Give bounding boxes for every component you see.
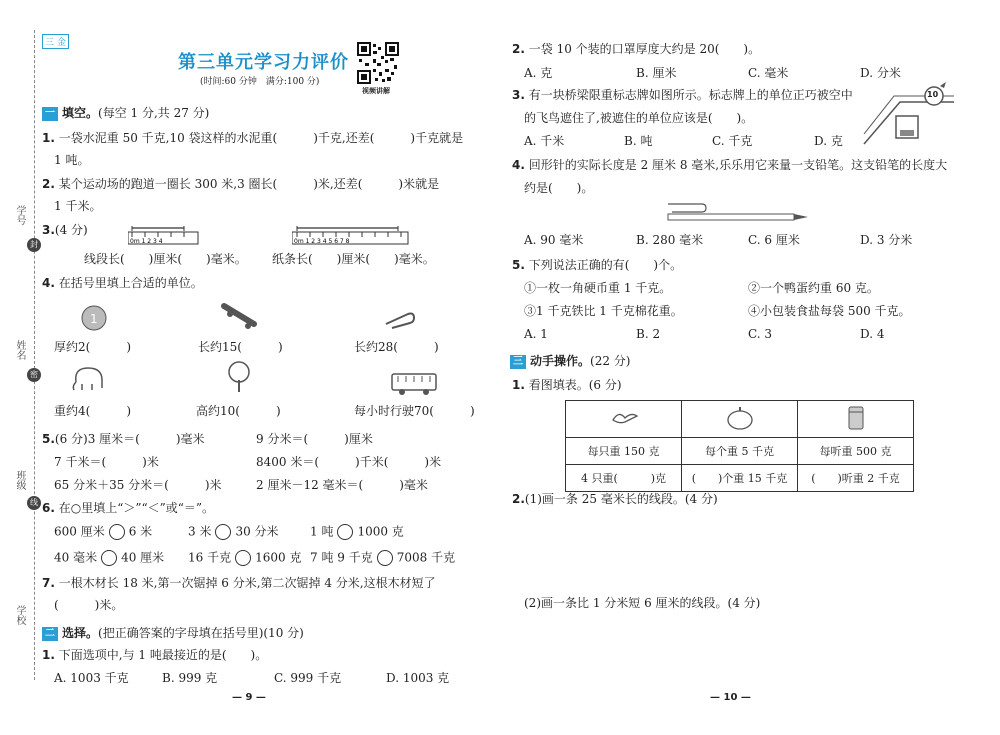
- o2-text-a: (1)画一条 25 毫米长的线段。(4 分): [524, 492, 718, 506]
- q6-compare: [188, 524, 279, 540]
- o2-number: 2.: [512, 492, 525, 506]
- q6-left-value: 1 吨: [310, 524, 334, 539]
- q4-item-speed: 每小时行驶70( ): [354, 404, 475, 418]
- section-1-title: 填空。: [62, 106, 99, 120]
- s2-text: 一袋 10 个装的口罩厚度大约是 20( )。: [528, 42, 761, 56]
- tree-icon: [224, 360, 254, 394]
- q5-row3-b: 2 厘米－12 毫米＝( )毫米: [256, 478, 428, 492]
- binding-hole: 密: [27, 368, 41, 382]
- s4-text: 回形针的实际长度是 2 厘米 8 毫米,乐乐用它来量一支铅笔。这支铅笔的长度大: [528, 158, 948, 172]
- q6-right-value: 6 米: [128, 524, 153, 539]
- q6-compare: [54, 550, 164, 566]
- bus-icon: [390, 372, 438, 396]
- s3-option-d[interactable]: D. 克: [814, 134, 843, 148]
- s3-line1: [512, 88, 853, 102]
- q4-item-length-15: 长约15( ): [198, 340, 283, 354]
- q1-line2: 1 吨。: [54, 153, 90, 167]
- s5-option-a[interactable]: A. 1: [524, 327, 548, 341]
- sign-limit-value: 10: [927, 90, 939, 99]
- ruler-icon: [128, 226, 200, 246]
- s2-option-d[interactable]: D. 分米: [860, 66, 901, 80]
- s2-question: [512, 42, 760, 56]
- table-cell: 每只重 150 克: [566, 438, 682, 465]
- section-3-tag: 三: [510, 355, 526, 369]
- o2-question-a: [512, 492, 718, 506]
- q3-answer-b: 纸条长( )厘米( )毫米。: [272, 252, 435, 266]
- s5-option-d[interactable]: D. 4: [860, 327, 885, 341]
- page-subtitle: (时间:60 分钟 满分:100 分): [200, 77, 320, 87]
- weight-table: [565, 400, 914, 492]
- s5-option-c[interactable]: C. 3: [748, 327, 773, 341]
- s2-number: 2.: [512, 42, 525, 56]
- s3-number: 3.: [512, 88, 525, 102]
- q6-compare: [310, 524, 404, 540]
- header-tag: 三 金: [42, 34, 69, 49]
- s5-question: [512, 258, 682, 272]
- table-cell-answer[interactable]: ( )个重 15 千克: [682, 465, 798, 492]
- table-cell: 每个重 5 千克: [682, 438, 798, 465]
- q5-row2-a: 7 千米＝( )米: [54, 455, 159, 469]
- s5-statement-1: ①一枚一角硬币重 1 千克。: [524, 281, 672, 295]
- page-number-right: — 10 —: [710, 692, 751, 703]
- binding-hole: 线: [27, 496, 41, 510]
- q6-left-value: 16 千克: [188, 550, 232, 565]
- bird-icon: [609, 408, 639, 428]
- q1-text: 一袋水泥重 50 千克,10 袋这样的水泥重( )千克,还差( )千克就是: [58, 131, 464, 145]
- section-3-note: (22 分): [590, 354, 631, 368]
- s2-option-c[interactable]: C. 毫米: [748, 66, 789, 80]
- compare-circle[interactable]: [109, 524, 125, 540]
- o1-number: 1.: [512, 378, 525, 392]
- s5-statement-4: ④小包装食盐每袋 500 千克。: [748, 304, 911, 318]
- binding-line: [34, 30, 35, 680]
- svg-text:0m 1 2 3 4: 0m 1 2 3 4: [130, 238, 163, 245]
- paperclip-icon: [382, 310, 418, 330]
- section-1-tag: 一: [42, 107, 58, 121]
- pencil-paperclip-illustration: [666, 202, 812, 222]
- compare-circle[interactable]: [101, 550, 117, 566]
- svg-text:0m 1 2 3 4 5 6 7 8: 0m 1 2 3 4 5 6 7 8: [294, 238, 350, 245]
- pumpkin-icon: [725, 405, 755, 431]
- s4-option-b[interactable]: B. 280 毫米: [636, 233, 704, 247]
- section-2-note: (把正确答案的字母填在括号里)(10 分): [98, 626, 304, 640]
- page-title: 第三单元学习力评价: [178, 52, 349, 73]
- q4-item-weight: 重约4( ): [54, 404, 131, 418]
- s2-option-a[interactable]: A. 克: [524, 66, 553, 80]
- q7-line2: ( )米。: [54, 598, 124, 612]
- s3-option-a[interactable]: A. 千米: [524, 134, 565, 148]
- q4-item-length-28: 长约28( ): [354, 340, 439, 354]
- can-icon: [845, 404, 867, 432]
- q2-number: 2.: [42, 177, 55, 191]
- qr-caption: 视频讲解: [362, 87, 390, 95]
- coin-icon: [80, 304, 108, 332]
- s4-option-c[interactable]: C. 6 厘米: [748, 233, 800, 247]
- compare-circle[interactable]: [337, 524, 353, 540]
- s5-statement-3: ③1 千克铁比 1 千克棉花重。: [524, 304, 683, 318]
- s5-text: 下列说法正确的有( )个。: [528, 258, 683, 272]
- q6-right-value: 1600 克: [255, 550, 302, 565]
- q3-header: [42, 223, 88, 237]
- q4-text: 在括号里填上合适的单位。: [58, 276, 203, 290]
- ruler-icon: [292, 226, 410, 246]
- q6-left-value: 7 吨 9 千克: [310, 550, 373, 565]
- section-3-title: 动手操作。: [530, 354, 591, 368]
- q6-header: [42, 501, 214, 515]
- q5-row3-a: 65 分米＋35 分米＝( )米: [54, 478, 222, 492]
- o2-question-b: (2)画一条比 1 分米短 6 厘米的线段。(4 分): [524, 596, 761, 610]
- s4-line1: [512, 158, 947, 172]
- q6-left-value: 600 厘米: [54, 524, 105, 539]
- q3-number: 3.: [42, 223, 55, 237]
- compare-circle[interactable]: [215, 524, 231, 540]
- q7-line1: [42, 576, 436, 590]
- s1-option-a[interactable]: A. 1003 千克: [54, 671, 129, 685]
- s3-option-c[interactable]: C. 千克: [712, 134, 753, 148]
- compare-circle[interactable]: [235, 550, 251, 566]
- sidebar-label-class: 班级: [14, 470, 25, 490]
- s5-statement-2: ②一个鸭蛋约重 60 克。: [748, 281, 879, 295]
- sidebar-label-name: 姓名: [14, 340, 25, 360]
- bridge-sign-illustration: [860, 82, 956, 150]
- s4-option-a[interactable]: A. 90 毫米: [524, 233, 584, 247]
- s3-line2: 的飞鸟遮住了,被遮住的单位应该是( )。: [524, 111, 754, 125]
- s3-option-b[interactable]: B. 吨: [624, 134, 653, 148]
- s5-option-b[interactable]: B. 2: [636, 327, 661, 341]
- q5-cell: (6 分)3 厘米＝( )毫米: [54, 432, 205, 446]
- bird-cell: [566, 401, 682, 438]
- pumpkin-cell: [682, 401, 798, 438]
- section-2-header: [42, 624, 304, 641]
- section-1-note: (每空 1 分,共 27 分): [98, 106, 210, 120]
- q6-compare: [310, 550, 455, 566]
- s2-option-b[interactable]: B. 厘米: [636, 66, 677, 80]
- q6-right-value: 1000 克: [357, 524, 404, 539]
- q6-compare: [188, 550, 301, 566]
- q4-item-height: 高约10( ): [196, 404, 281, 418]
- q2-line1: [42, 177, 439, 191]
- binding-hole: 封: [27, 238, 41, 252]
- q6-right-value: 40 厘米: [121, 550, 165, 565]
- q2-line2: 1 千米。: [54, 199, 102, 213]
- s1-number: 1.: [42, 648, 55, 662]
- s1-option-b[interactable]: B. 999 克: [162, 671, 218, 685]
- o1-question: [512, 378, 622, 392]
- compare-circle[interactable]: [377, 550, 393, 566]
- q7-number: 7.: [42, 576, 55, 590]
- s1-option-d[interactable]: D. 1003 克: [386, 671, 450, 685]
- o1-text: 看图填表。(6 分): [528, 378, 622, 392]
- table-cell-answer[interactable]: ( )听重 2 千克: [798, 465, 914, 492]
- q5-row1-b: 9 分米＝( )厘米: [256, 432, 373, 446]
- q3-score: (4 分): [54, 223, 88, 237]
- q2-text: 某个运动场的跑道一圈长 300 米,3 圈长( )米,还差( )米就是: [58, 177, 440, 191]
- q4-item-thickness: 厚约2( ): [54, 340, 131, 354]
- q6-left-value: 3 米: [188, 524, 212, 539]
- q4-header: [42, 276, 203, 290]
- page-number-left: — 9 —: [232, 692, 266, 703]
- q6-left-value: 40 毫米: [54, 550, 98, 565]
- skateboard-icon: [220, 300, 260, 330]
- q6-right-value: 7008 千克: [396, 550, 456, 565]
- s1-question: [42, 648, 267, 662]
- elephant-icon: [70, 362, 108, 392]
- q5-number: 5.: [42, 432, 55, 446]
- q4-number: 4.: [42, 276, 55, 290]
- sidebar-label-id: 学号: [14, 205, 25, 225]
- q1-line1: [42, 131, 463, 145]
- s4-line2: 约是( )。: [524, 181, 594, 195]
- section-1-header: [42, 104, 209, 121]
- qr-code-icon[interactable]: [357, 42, 399, 84]
- table-cell-answer[interactable]: 4 只重( )克: [566, 465, 682, 492]
- q7-text: 一根木材长 18 米,第一次锯掉 6 分米,第二次锯掉 4 分米,这根木材短了: [58, 576, 436, 590]
- q5-row1-a: [42, 432, 205, 446]
- can-cell: [798, 401, 914, 438]
- q1-number: 1.: [42, 131, 55, 145]
- table-cell: 每听重 500 克: [798, 438, 914, 465]
- s1-text: 下面选项中,与 1 吨最接近的是( )。: [58, 648, 268, 662]
- s3-text: 有一块桥梁限重标志牌如图所示。标志牌上的单位正巧被空中: [528, 88, 853, 102]
- q6-text: 在○里填上“＞”“＜”或“＝”。: [58, 501, 215, 515]
- svg-text:1: 1: [90, 312, 98, 326]
- s4-number: 4.: [512, 158, 525, 172]
- s5-number: 5.: [512, 258, 525, 272]
- s1-option-c[interactable]: C. 999 千克: [274, 671, 342, 685]
- q6-number: 6.: [42, 501, 55, 515]
- section-3-header: [510, 352, 630, 369]
- section-2-title: 选择。: [62, 626, 99, 640]
- s4-option-d[interactable]: D. 3 分米: [860, 233, 913, 247]
- q6-right-value: 30 分米: [235, 524, 279, 539]
- sidebar-label-school: 学校: [14, 605, 25, 625]
- q6-compare: [54, 524, 152, 540]
- section-2-tag: 二: [42, 627, 58, 641]
- q5-row2-b: 8400 米＝( )千米( )米: [256, 455, 442, 469]
- q3-answer-a: 线段长( )厘米( )毫米。: [84, 252, 247, 266]
